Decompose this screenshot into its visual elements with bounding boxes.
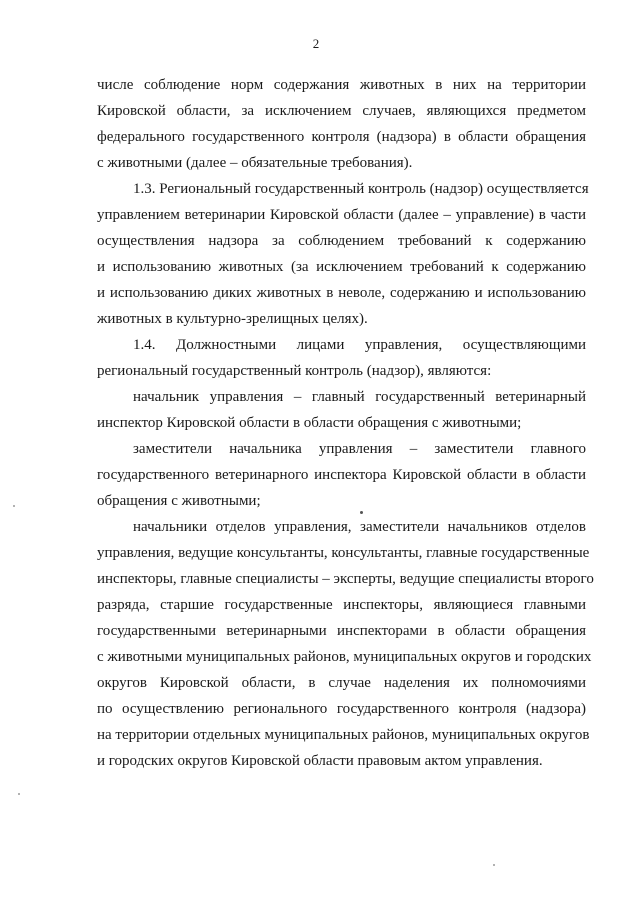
text-line: и использованию диких животных в неволе, содержанию и использованию [97, 285, 586, 301]
text-line: государственного ветеринарного инспектора Кировской области в области [97, 467, 586, 483]
paragraph-continuation [97, 72, 586, 176]
text-line: по осуществлению регионального государственного контроля (надзора) [97, 701, 586, 717]
text-line: инспектор Кировской области в области обращения с животными; [97, 415, 522, 431]
text-line: управления, ведущие консультанты, консультанты, главные государственные [97, 545, 590, 561]
text-line: начальник управления – главный государственный ветеринарный [133, 389, 586, 405]
text-line: 1.4. Должностными лицами управления, осуществляющими [133, 337, 586, 353]
document-body [97, 72, 594, 774]
paragraph-1-4 [97, 332, 586, 384]
text-line: разряда, старшие государственные инспекторы, являющиеся главными [97, 597, 586, 613]
text-line: и использованию животных (за исключением требований к содержанию [97, 259, 586, 275]
text-line: 1.3. Региональный государственный контроль (надзор) осуществляется [133, 181, 589, 197]
text-line: с животными (далее – обязательные требования). [97, 155, 413, 171]
list-item-deputies [97, 436, 586, 514]
text-line: федерального государственного контроля (надзора) в области обращения [97, 129, 586, 145]
text-line: государственными ветеринарными инспекторами в области обращения [97, 623, 586, 639]
scan-speck [18, 793, 20, 795]
text-line: округов Кировской области, в случае наделения их полномочиями [97, 675, 586, 691]
text-line: заместители начальника управления – заместители главного [133, 441, 586, 457]
text-line: региональный государственный контроль (надзор), являются: [97, 363, 492, 379]
text-line: осуществления надзора за соблюдением требований к содержанию [97, 233, 586, 249]
text-line: инспекторы, главные специалисты – эксперты, ведущие специалисты второго [97, 571, 594, 587]
text-line: Кировской области, за исключением случаев, являющихся предметом [97, 103, 586, 119]
paragraph-1-3 [97, 176, 589, 332]
text-line: и городских округов Кировской области правовым актом управления. [97, 753, 543, 769]
text-line: на территории отдельных муниципальных районов, муниципальных округов [97, 727, 590, 743]
text-line: числе соблюдение норм содержания животных в них на территории [97, 77, 586, 93]
text-line: начальники отделов управления, заместители начальников отделов [133, 519, 586, 535]
scan-speck [360, 511, 363, 514]
text-line: животных в культурно-зрелищных целях). [97, 311, 368, 327]
list-item-head [97, 384, 586, 436]
text-line: с животными муниципальных районов, муниципальных округов и городских [97, 649, 592, 665]
scan-speck [493, 864, 495, 866]
scan-speck [13, 505, 15, 507]
text-line: управлением ветеринарии Кировской области (далее – управление) в части [97, 207, 586, 223]
list-item-department-heads [97, 514, 594, 774]
text-line: обращения с животными; [97, 493, 261, 509]
page-number: 2 [312, 36, 320, 51]
